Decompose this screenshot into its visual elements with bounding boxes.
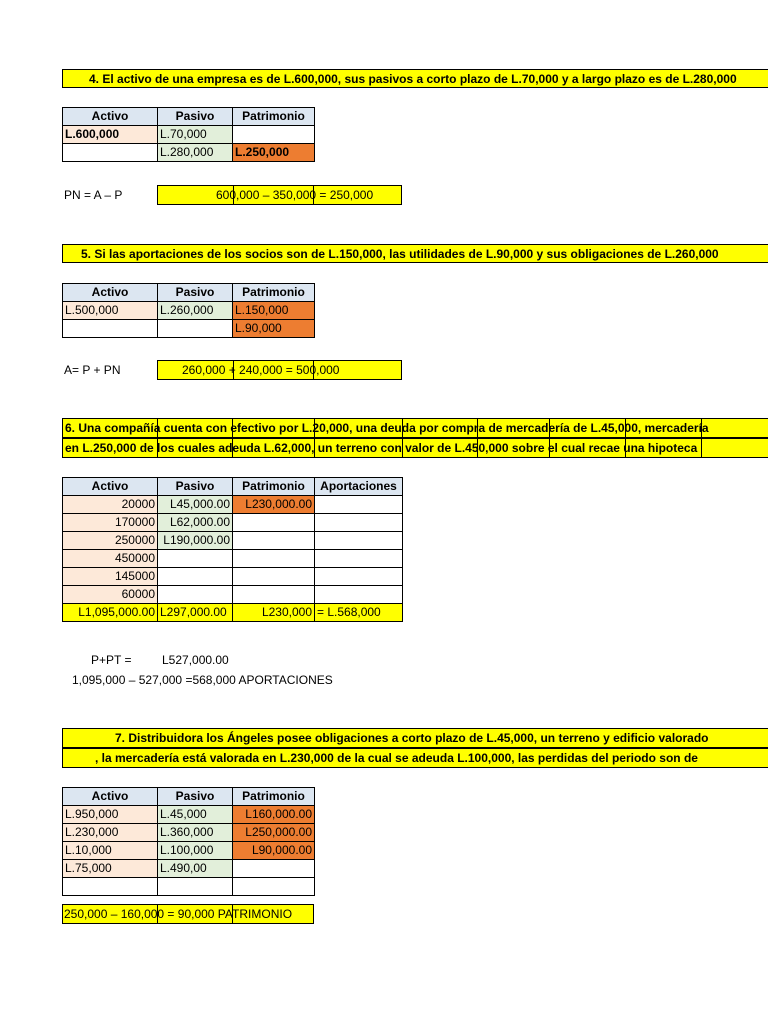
table-header-row	[63, 478, 403, 496]
table-row	[63, 320, 315, 338]
cell-aportaciones	[315, 514, 403, 532]
cell-pasivo: L.45,000	[158, 806, 233, 824]
header-patrimonio: Patrimonio	[233, 284, 315, 302]
cell-pasivo: L.360,000	[158, 824, 233, 842]
cell-pasivo: L.490,00	[158, 860, 233, 878]
cell-aportaciones	[315, 586, 403, 604]
q7-statement-band-1	[62, 728, 768, 748]
cell-pasivo: L.100,000	[158, 842, 233, 860]
header-pasivo: Pasivo	[158, 478, 233, 496]
cell-activo: L.500,000	[63, 302, 158, 320]
q4-statement-text: 4. El activo de una empresa es de L.600,000, sus pasivos a corto plazo de L.70,000 y a largo plazo es de L.280,000	[89, 72, 737, 86]
cell-patrimonio: L.150,000	[233, 302, 315, 320]
cell-pasivo	[158, 878, 233, 896]
q7-table	[62, 787, 315, 896]
cell-activo: 250000	[63, 532, 158, 550]
totals-row	[63, 604, 403, 622]
header-pasivo: Pasivo	[158, 788, 233, 806]
cell-pasivo: L190,000.00	[158, 532, 233, 550]
cell-activo: L.230,000	[63, 824, 158, 842]
table-header-row	[63, 788, 315, 806]
cell-patrimonio	[233, 532, 315, 550]
q4-formula-label: PN = A – P	[64, 188, 123, 202]
cell-pasivo: L.260,000	[158, 302, 233, 320]
cell-pasivo	[158, 586, 233, 604]
cell-patrimonio	[233, 568, 315, 586]
cell-activo: 450000	[63, 550, 158, 568]
cell-patrimonio: L250,000.00	[233, 824, 315, 842]
q7-statement-band-2	[62, 748, 768, 768]
cell-pasivo	[158, 550, 233, 568]
q6-statement-text-1: 6. Una compañía cuenta con efectivo por L.20,000, una deuda por compra de mercadería de L.45,000, mercadería	[65, 421, 709, 435]
q5-statement-text: 5. Si las aportaciones de los socios son de L.150,000, las utilidades de L.90,000 y sus obligaciones de L.260,000	[81, 247, 719, 261]
table-row	[63, 532, 403, 550]
cell-patrimonio: L230,000.00	[233, 496, 315, 514]
table-header-row	[63, 284, 315, 302]
q6-statement-text-2: en L.250,000 de los cuales adeuda L.62,000, un terreno con valor de L.450,000 sobre el cual recae una hipoteca	[65, 441, 698, 455]
header-patrimonio: Patrimonio	[233, 108, 315, 126]
cell-activo	[63, 320, 158, 338]
cell-activo: L.10,000	[63, 842, 158, 860]
cell-activo	[63, 144, 158, 162]
q6-table	[62, 477, 403, 622]
header-aportaciones: Aportaciones	[315, 478, 403, 496]
cell-patrimonio: L160,000.00	[233, 806, 315, 824]
table-row	[63, 878, 315, 896]
q4-formula-value: 600,000 – 350,000 = 250,000	[216, 188, 374, 202]
table-row	[63, 860, 315, 878]
q5-formula-value: 260,000 + 240,000 = 500,000	[182, 363, 340, 377]
q4-statement-band	[62, 69, 768, 88]
header-pasivo: Pasivo	[158, 108, 233, 126]
q4-table	[62, 107, 315, 162]
cell-pasivo	[158, 320, 233, 338]
cell-activo: L.950,000	[63, 806, 158, 824]
header-activo: Activo	[63, 478, 158, 496]
q7-footer-box	[62, 904, 314, 924]
q5-table	[62, 283, 315, 338]
cell-patrimonio	[233, 878, 315, 896]
cell-patrimonio	[233, 126, 315, 144]
q6-note1-value: L527,000.00	[162, 653, 229, 667]
table-row	[63, 144, 315, 162]
cell-patrimonio	[233, 860, 315, 878]
cell-activo: 145000	[63, 568, 158, 586]
table-row	[63, 568, 403, 586]
cell-pasivo: L.280,000	[158, 144, 233, 162]
cell-pasivo: L.70,000	[158, 126, 233, 144]
table-row	[63, 586, 403, 604]
cell-activo: 170000	[63, 514, 158, 532]
cell-activo: L.75,000	[63, 860, 158, 878]
cell-patrimonio	[233, 550, 315, 568]
header-activo: Activo	[63, 788, 158, 806]
total-pasivo: L297,000.00	[158, 604, 233, 622]
table-row	[63, 550, 403, 568]
q5-formula-label: A= P + PN	[64, 363, 121, 377]
table-row	[63, 496, 403, 514]
header-activo: Activo	[63, 108, 158, 126]
cell-patrimonio: L.90,000	[233, 320, 315, 338]
header-pasivo: Pasivo	[158, 284, 233, 302]
cell-activo: L.600,000	[63, 126, 158, 144]
cell-activo: 20000	[63, 496, 158, 514]
header-patrimonio: Patrimonio	[233, 788, 315, 806]
cell-aportaciones	[315, 496, 403, 514]
table-row	[63, 824, 315, 842]
cell-aportaciones	[315, 532, 403, 550]
table-row	[63, 126, 315, 144]
table-row	[63, 842, 315, 860]
q5-statement-band	[62, 244, 768, 263]
header-activo: Activo	[63, 284, 158, 302]
q6-note1-label: P+PT =	[91, 653, 132, 667]
q4-formula-box	[157, 185, 402, 205]
cell-patrimonio	[233, 514, 315, 532]
table-row	[63, 806, 315, 824]
cell-activo: 60000	[63, 586, 158, 604]
cell-aportaciones	[315, 550, 403, 568]
q6-statement-band-1	[62, 418, 768, 438]
cell-aportaciones	[315, 568, 403, 586]
total-patrimonio: L230,000	[233, 604, 315, 622]
cell-pasivo: L62,000.00	[158, 514, 233, 532]
cell-pasivo	[158, 568, 233, 586]
cell-patrimonio: L.250,000	[233, 144, 315, 162]
q7-statement-text-2: , la mercadería está valorada en L.230,000 de la cual se adeuda L.100,000, las perdidas del periodo son de	[95, 751, 698, 765]
table-header-row	[63, 108, 315, 126]
table-row	[63, 514, 403, 532]
header-patrimonio: Patrimonio	[233, 478, 315, 496]
cell-pasivo: L45,000.00	[158, 496, 233, 514]
total-activo: L1,095,000.00	[63, 604, 158, 622]
cell-activo	[63, 878, 158, 896]
q6-note2: 1,095,000 – 527,000 =568,000 APORTACIONES	[72, 673, 333, 687]
table-row	[63, 302, 315, 320]
cell-patrimonio: L90,000.00	[233, 842, 315, 860]
q5-formula-box	[157, 360, 402, 380]
q6-statement-band-2	[62, 438, 768, 458]
cell-patrimonio	[233, 586, 315, 604]
q7-footer-text: 250,000 – 160,000 = 90,000 PATRIMONIO	[64, 907, 293, 921]
q7-statement-text-1: 7. Distribuidora los Ángeles posee obligaciones a corto plazo de L.45,000, un terreno y edificio valorado	[115, 731, 709, 745]
total-aportaciones: = L.568,000	[315, 604, 403, 622]
